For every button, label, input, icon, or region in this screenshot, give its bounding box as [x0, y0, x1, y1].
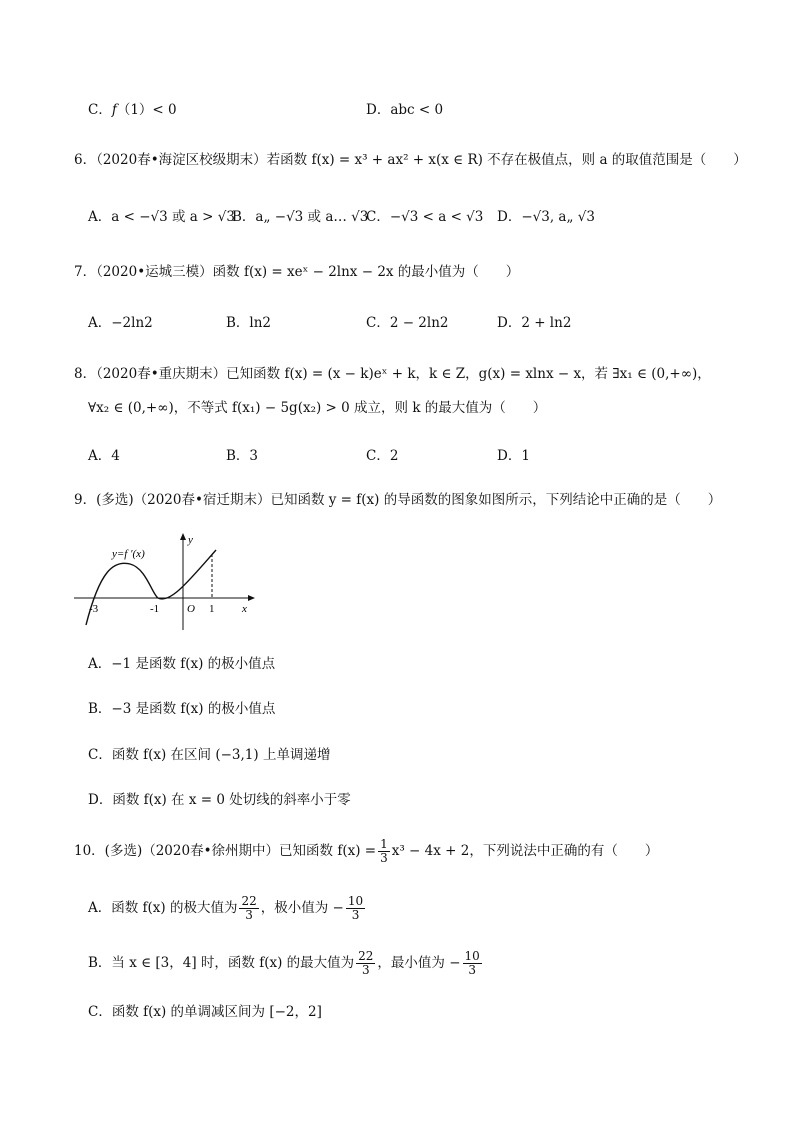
graph-y-arrow: [180, 533, 186, 540]
graph-tick-1: 1: [209, 603, 215, 615]
graph-tick-neg1: -1: [150, 603, 160, 615]
q10-stem: [74, 838, 658, 865]
graph-x-arrow: [248, 595, 255, 601]
graph-tick-neg3: -3: [89, 603, 99, 615]
fraction-denominator: 3: [245, 908, 253, 922]
q6-option-a: A．a < −√3 或 a > √3: [88, 209, 235, 225]
q8-option-b: B．3: [226, 448, 259, 464]
q10-stem-pre: 10．(多选)（2020春•徐州期中）已知函数 f(x) =: [74, 843, 377, 859]
q8-option-d: D．1: [497, 448, 530, 464]
fraction-numerator: 1: [380, 837, 388, 851]
q6-option-d: D．−√3, a„ √3: [497, 209, 595, 225]
q10-option-b-pre: B．当 x ∈ [3，4] 时，函数 f(x) 的最大值为: [88, 955, 355, 971]
q10-option-a-mid: ，极小值为 −: [260, 900, 344, 916]
q10-option-b: [88, 950, 484, 977]
graph-y-label: y: [188, 534, 193, 546]
fraction-numerator: 22: [241, 894, 257, 908]
fraction-numerator: 10: [347, 894, 364, 908]
q8-stem-line1: 8．（2020春•重庆期末）已知函数 f(x) = (x − k)eˣ + k，k ∈ Z，g(x) = xlnx − x，若 ∃x₁ ∈ (0,+∞)，: [74, 366, 711, 382]
fraction-numerator: 22: [358, 949, 374, 963]
q6-option-b: B．a„ −√3 或 a… √3: [232, 209, 369, 225]
q8-option-c: C．2: [366, 448, 399, 464]
q9-option-d: D．函数 f(x) 在 x = 0 处切线的斜率小于零: [88, 792, 351, 808]
q10-option-a-fraction-1: [239, 895, 258, 922]
q7-stem: 7．（2020•运城三模）函数 f(x) = xeˣ − 2lnx − 2x 的最小值为（ ）: [74, 264, 520, 280]
q7-option-c: C．2 − 2ln2: [366, 315, 449, 331]
q6-option-c: C．−√3 < a < √3: [366, 209, 484, 225]
q8-stem-line2: ∀x₂ ∈ (0,+∞)，不等式 f(x₁) − 5g(x₂) > 0 成立，则 k 的最大值为（ ）: [88, 400, 547, 416]
q10-option-a-pre: A．函数 f(x) 的极大值为: [88, 900, 238, 916]
q9-option-c: C．函数 f(x) 在区间 (−3,1) 上单调递增: [88, 747, 331, 763]
q10-option-b-fraction-2: [463, 950, 482, 977]
q10-stem-fraction: [378, 838, 390, 865]
q10-option-b-mid: ，最小值为 −: [377, 955, 461, 971]
q10-option-a: [88, 895, 367, 922]
q9-option-a: A．−1 是函数 f(x) 的极小值点: [88, 656, 276, 672]
q8-option-a: A．4: [88, 448, 120, 464]
q9-stem: 9．(多选)（2020春•宿迁期末）已知函数 y = f(x) 的导函数的图象如图所示，下列结论中正确的是（ ）: [74, 492, 722, 508]
q7-option-a: A．−2ln2: [88, 315, 153, 331]
fraction-numerator: 10: [464, 949, 480, 963]
fraction-denominator: 3: [380, 851, 388, 865]
q9-option-b: B．−3 是函数 f(x) 的极小值点: [88, 701, 276, 717]
q10-option-a-fraction-2: [346, 895, 365, 922]
fraction-denominator: 3: [351, 908, 360, 922]
q6-stem: 6．（2020春•海淀区校级期末）若函数 f(x) = x³ + ax² + x(x ∈ R) 不存在极值点，则 a 的取值范围是（ ）: [74, 152, 747, 168]
q10-option-c: C．函数 f(x) 的单调减区间为 [−2，2]: [88, 1004, 322, 1020]
graph-curve-label: y=f ′(x): [112, 548, 145, 560]
q7-option-b: B．ln2: [226, 315, 272, 331]
q9-derivative-graph: [70, 530, 260, 635]
q5-option-c: C．𝑓（1）< 0: [88, 102, 177, 118]
graph-x-label: x: [242, 603, 247, 615]
fraction-denominator: 3: [468, 963, 476, 977]
fraction-denominator: 3: [361, 963, 370, 977]
q10-option-b-fraction-1: [356, 950, 375, 977]
graph-origin-label: O: [187, 603, 195, 615]
q7-option-d: D．2 + ln2: [497, 315, 572, 331]
q10-stem-post: x³ − 4x + 2，下列说法中正确的有（ ）: [391, 843, 659, 859]
q5-option-d: D．abc < 0: [366, 102, 444, 118]
